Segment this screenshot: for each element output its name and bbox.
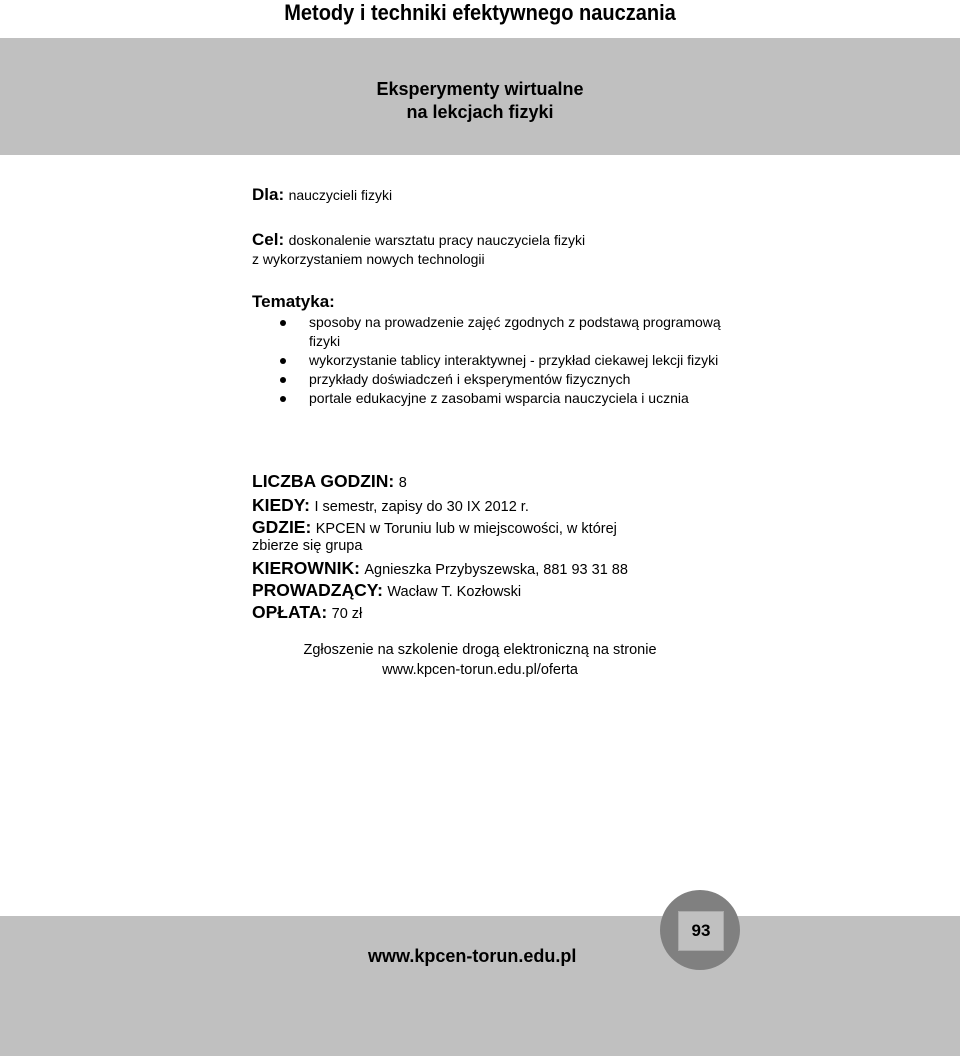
- where-row: [252, 517, 617, 538]
- where-value-line-2: zbierze się grupa: [252, 538, 363, 554]
- goal-label: Cel:: [252, 230, 285, 249]
- audience-label: Dla:: [252, 185, 285, 204]
- audience-value: nauczycieli fizyki: [288, 187, 393, 203]
- topic-text: portale edukacyjne z zasobami wsparcia nauczyciela i ucznia: [309, 390, 689, 406]
- topic-text: wykorzystanie tablicy interaktywnej - przykład ciekawej lekcji fizyki: [309, 352, 719, 368]
- list-item: [252, 351, 892, 370]
- fee-value: 70 zł: [331, 606, 363, 622]
- footer-url[interactable]: www.kpcen-torun.edu.pl: [368, 946, 577, 966]
- when-value: I semestr, zapisy do 30 IX 2012 r.: [314, 499, 529, 515]
- course-title-band: [0, 38, 960, 155]
- fee-label: OPŁATA:: [252, 602, 328, 622]
- audience-row: [252, 185, 392, 205]
- signup-text: Zgłoszenie na szkolenie drogą elektroniczną na stronie: [303, 642, 657, 658]
- course-title-line-1: Eksperymenty wirtualne: [376, 79, 584, 99]
- topics-label: Tematyka:: [252, 292, 335, 311]
- manager-value: Agnieszka Przybyszewska, 881 93 31 88: [364, 562, 628, 578]
- topics-list: [252, 313, 892, 408]
- hours-label: LICZBA GODZIN:: [252, 471, 395, 491]
- bullet-icon: [280, 358, 286, 364]
- when-label: KIEDY:: [252, 495, 311, 515]
- list-item: [252, 370, 892, 389]
- hours-value: 8: [398, 475, 407, 491]
- bullet-icon: [280, 396, 286, 402]
- where-value-line-1: KPCEN w Toruniu lub w miejscowości, w której: [315, 521, 617, 537]
- when-row: [252, 495, 529, 516]
- manager-row: [252, 558, 628, 579]
- page-header-title: Metody i techniki efektywnego nauczania: [284, 0, 676, 25]
- goal-value-line-2: z wykorzystaniem nowych technologii: [252, 251, 485, 267]
- topic-text: przykłady doświadczeń i eksperymentów fizycznych: [309, 371, 631, 387]
- goal-row: [252, 230, 585, 250]
- goal-value-line-1: doskonalenie warsztatu pracy nauczyciela fizyki: [288, 232, 586, 248]
- bullet-icon: [280, 377, 286, 383]
- instructor-row: [252, 580, 521, 601]
- topic-text: sposoby na prowadzenie zajęć zgodnych z podstawą programową fizyki: [309, 314, 721, 349]
- footer-band: [0, 916, 960, 1056]
- list-item: [252, 313, 892, 351]
- where-label: GDZIE:: [252, 517, 312, 537]
- hours-row: [252, 471, 407, 492]
- signup-info: [260, 640, 700, 680]
- bullet-icon: [280, 320, 286, 326]
- list-item: [252, 389, 892, 408]
- manager-label: KIEROWNIK:: [252, 558, 360, 578]
- course-title-line-2: na lekcjach fizyki: [406, 102, 554, 122]
- instructor-value: Wacław T. Kozłowski: [387, 584, 522, 600]
- page-number: 93: [678, 911, 724, 951]
- signup-link[interactable]: www.kpcen-torun.edu.pl/oferta: [382, 662, 578, 678]
- instructor-label: PROWADZĄCY:: [252, 580, 383, 600]
- fee-row: [252, 602, 362, 623]
